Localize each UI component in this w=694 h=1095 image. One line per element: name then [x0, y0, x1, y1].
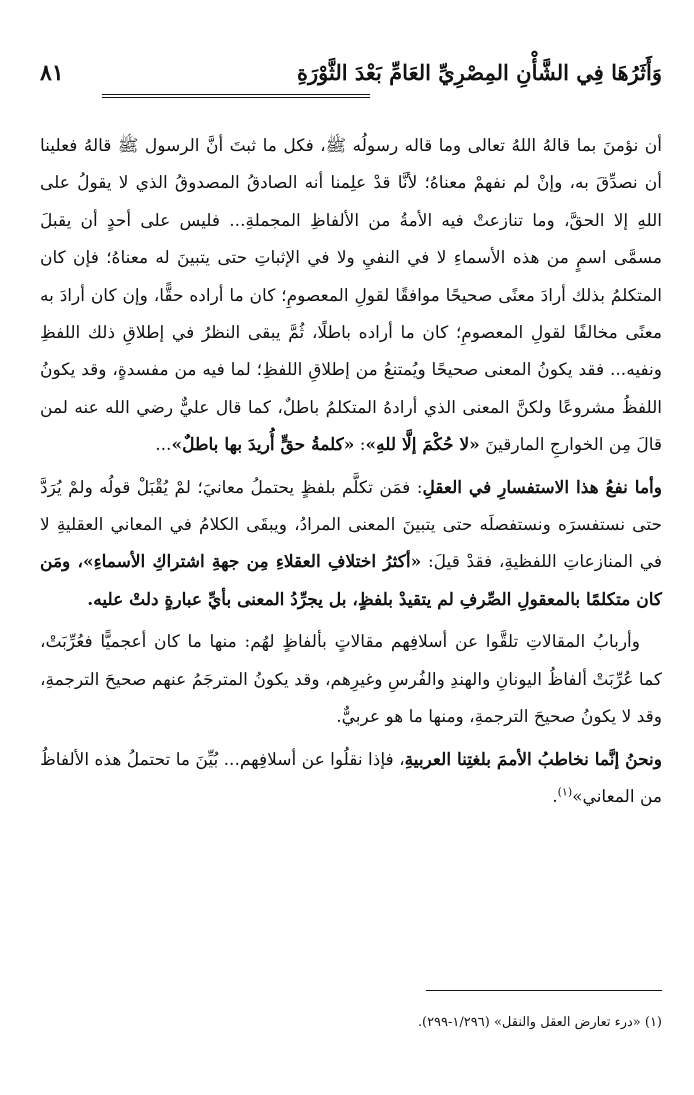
text-segment: :: [354, 435, 366, 456]
text-segment: .: [552, 786, 558, 807]
text-segment: ...: [155, 435, 172, 456]
text-segment: : فمَن تكلَّم بلفظٍ يحتملُ معانيَ؛ لمْ يُقْبَلْ قولُه ولمْ يُرَدَّ حتى نستفسرَه ونستفصلَه حتى يتبينَ المعنى المرادُ، ويبقَى الكلامُ في المعاني العقليةِ لا في المنازعاتِ اللفظيةِ، فقدْ قيلَ:: [40, 477, 662, 573]
header-rule: [102, 94, 370, 98]
paragraph: [40, 624, 662, 736]
quote-bold: «كلمةُ حقٍّ أُريدَ بها باطلٌ»: [171, 435, 355, 456]
page-header: [40, 58, 662, 108]
quote-bold: «لا حُكْمَ إلَّا للهِ»: [365, 435, 480, 456]
footnote-reference[interactable]: (١): [557, 785, 573, 799]
paragraph: [40, 128, 662, 465]
footnote-rule: [426, 990, 662, 991]
bold-phrase: وأما نفعُ هذا الاستفسارِ في العقلِ: [422, 477, 662, 498]
bold-phrase: «أكثرُ اختلافِ العقلاءِ مِن جهةِ اشتراكِ الأسماءِ»، ومَن كان متكلمًا بالمعقولِ الصِّرفِ لم يتقيدْ بلفظٍ، بل يجرِّدُ المعنى بأيِّ عبارةٍ دلتْ عليه.: [40, 552, 662, 610]
bold-phrase: ونحنُ إنَّما نخاطبُ الأممَ بلغتِنا العربيةِ: [404, 749, 662, 770]
page-number: ٨١: [40, 60, 64, 86]
text-segment: ، فإذا نقلُوا عن أسلافِهم... بُيِّنَ ما تحتملُ هذه الألفاظُ من المعاني»: [40, 749, 662, 807]
running-title: وَأَثَرُهَا فِي الشَّأْنِ المِصْرِيِّ العَامِّ بَعْدَ الثَّوْرَةِ: [296, 60, 662, 85]
paragraph: [40, 470, 662, 620]
footnote: (١) «درء تعارض العقل والنقل» (١/٢٩٦-٢٩٩).: [417, 1015, 662, 1030]
text-segment: أن نؤمنَ بما قالهُ اللهُ تعالى وما قاله رسولُه ﷺ، فكل ما ثبتَ أنَّ الرسول ﷺ قالهُ فعلينا أن نصدِّقَ به، وإنْ لم نفهمْ معناهُ؛ لأنَّا قدْ علِمنا أنه الصادقُ المصدوقُ الذي لا يقولُ على اللهِ إلا الحقَّ، وما تنازعتْ فيه الأمةُ من الألفاظِ المجملةِ... فليس على أحدٍ أن يقبلَ مسمَّى اسمٍ من هذه الأسماءِ لا في النفيِ ولا في الإثباتِ حتى يتبينَ له معناهُ؛ فإن كان المتكلمُ بذلك أرادَ معنًى صحيحًا موافقًا لقولِ المعصومِ؛ كان ما أراده حقًّا، وإن كان أرادَ به معنًى مخالفًا لقولِ المعصومِ؛ كان ما أراده باطلًا، ثُمَّ يبقى النظرُ في إطلاقِ ذلك اللفظِ ونفيه... فقد يكونُ المعنى صحيحًا ويُمتنعُ من إطلاقِ اللفظِ؛ لما فيه من مفسدةٍ، وقد يكونُ اللفظُ مشروعًا ولكنَّ المعنى الذي أرادهُ المتكلمُ باطلٌ، كما قال عليٌّ رضي الله عنه لمن قالَ مِن الخوارجِ المارقينَ: [40, 136, 662, 456]
text-segment: وأربابُ المقالاتِ تلقَّوا عن أسلافِهم مقالاتٍ بألفاظٍ لهُم: منها ما كان أعجميًّا فعُرِّبَتْ، كما عُرِّبَتْ ألفاظُ اليونانِ والهندِ والفُرسِ وغيرِهم، وقد يكونُ المترجَمُ عنهم صحيحَ الترجمةِ، وقد لا يكونُ صحيحَ الترجمةِ، ومنها ما هو عربيٌّ.: [40, 632, 662, 728]
body-text: [40, 128, 662, 816]
paragraph: [40, 742, 662, 817]
